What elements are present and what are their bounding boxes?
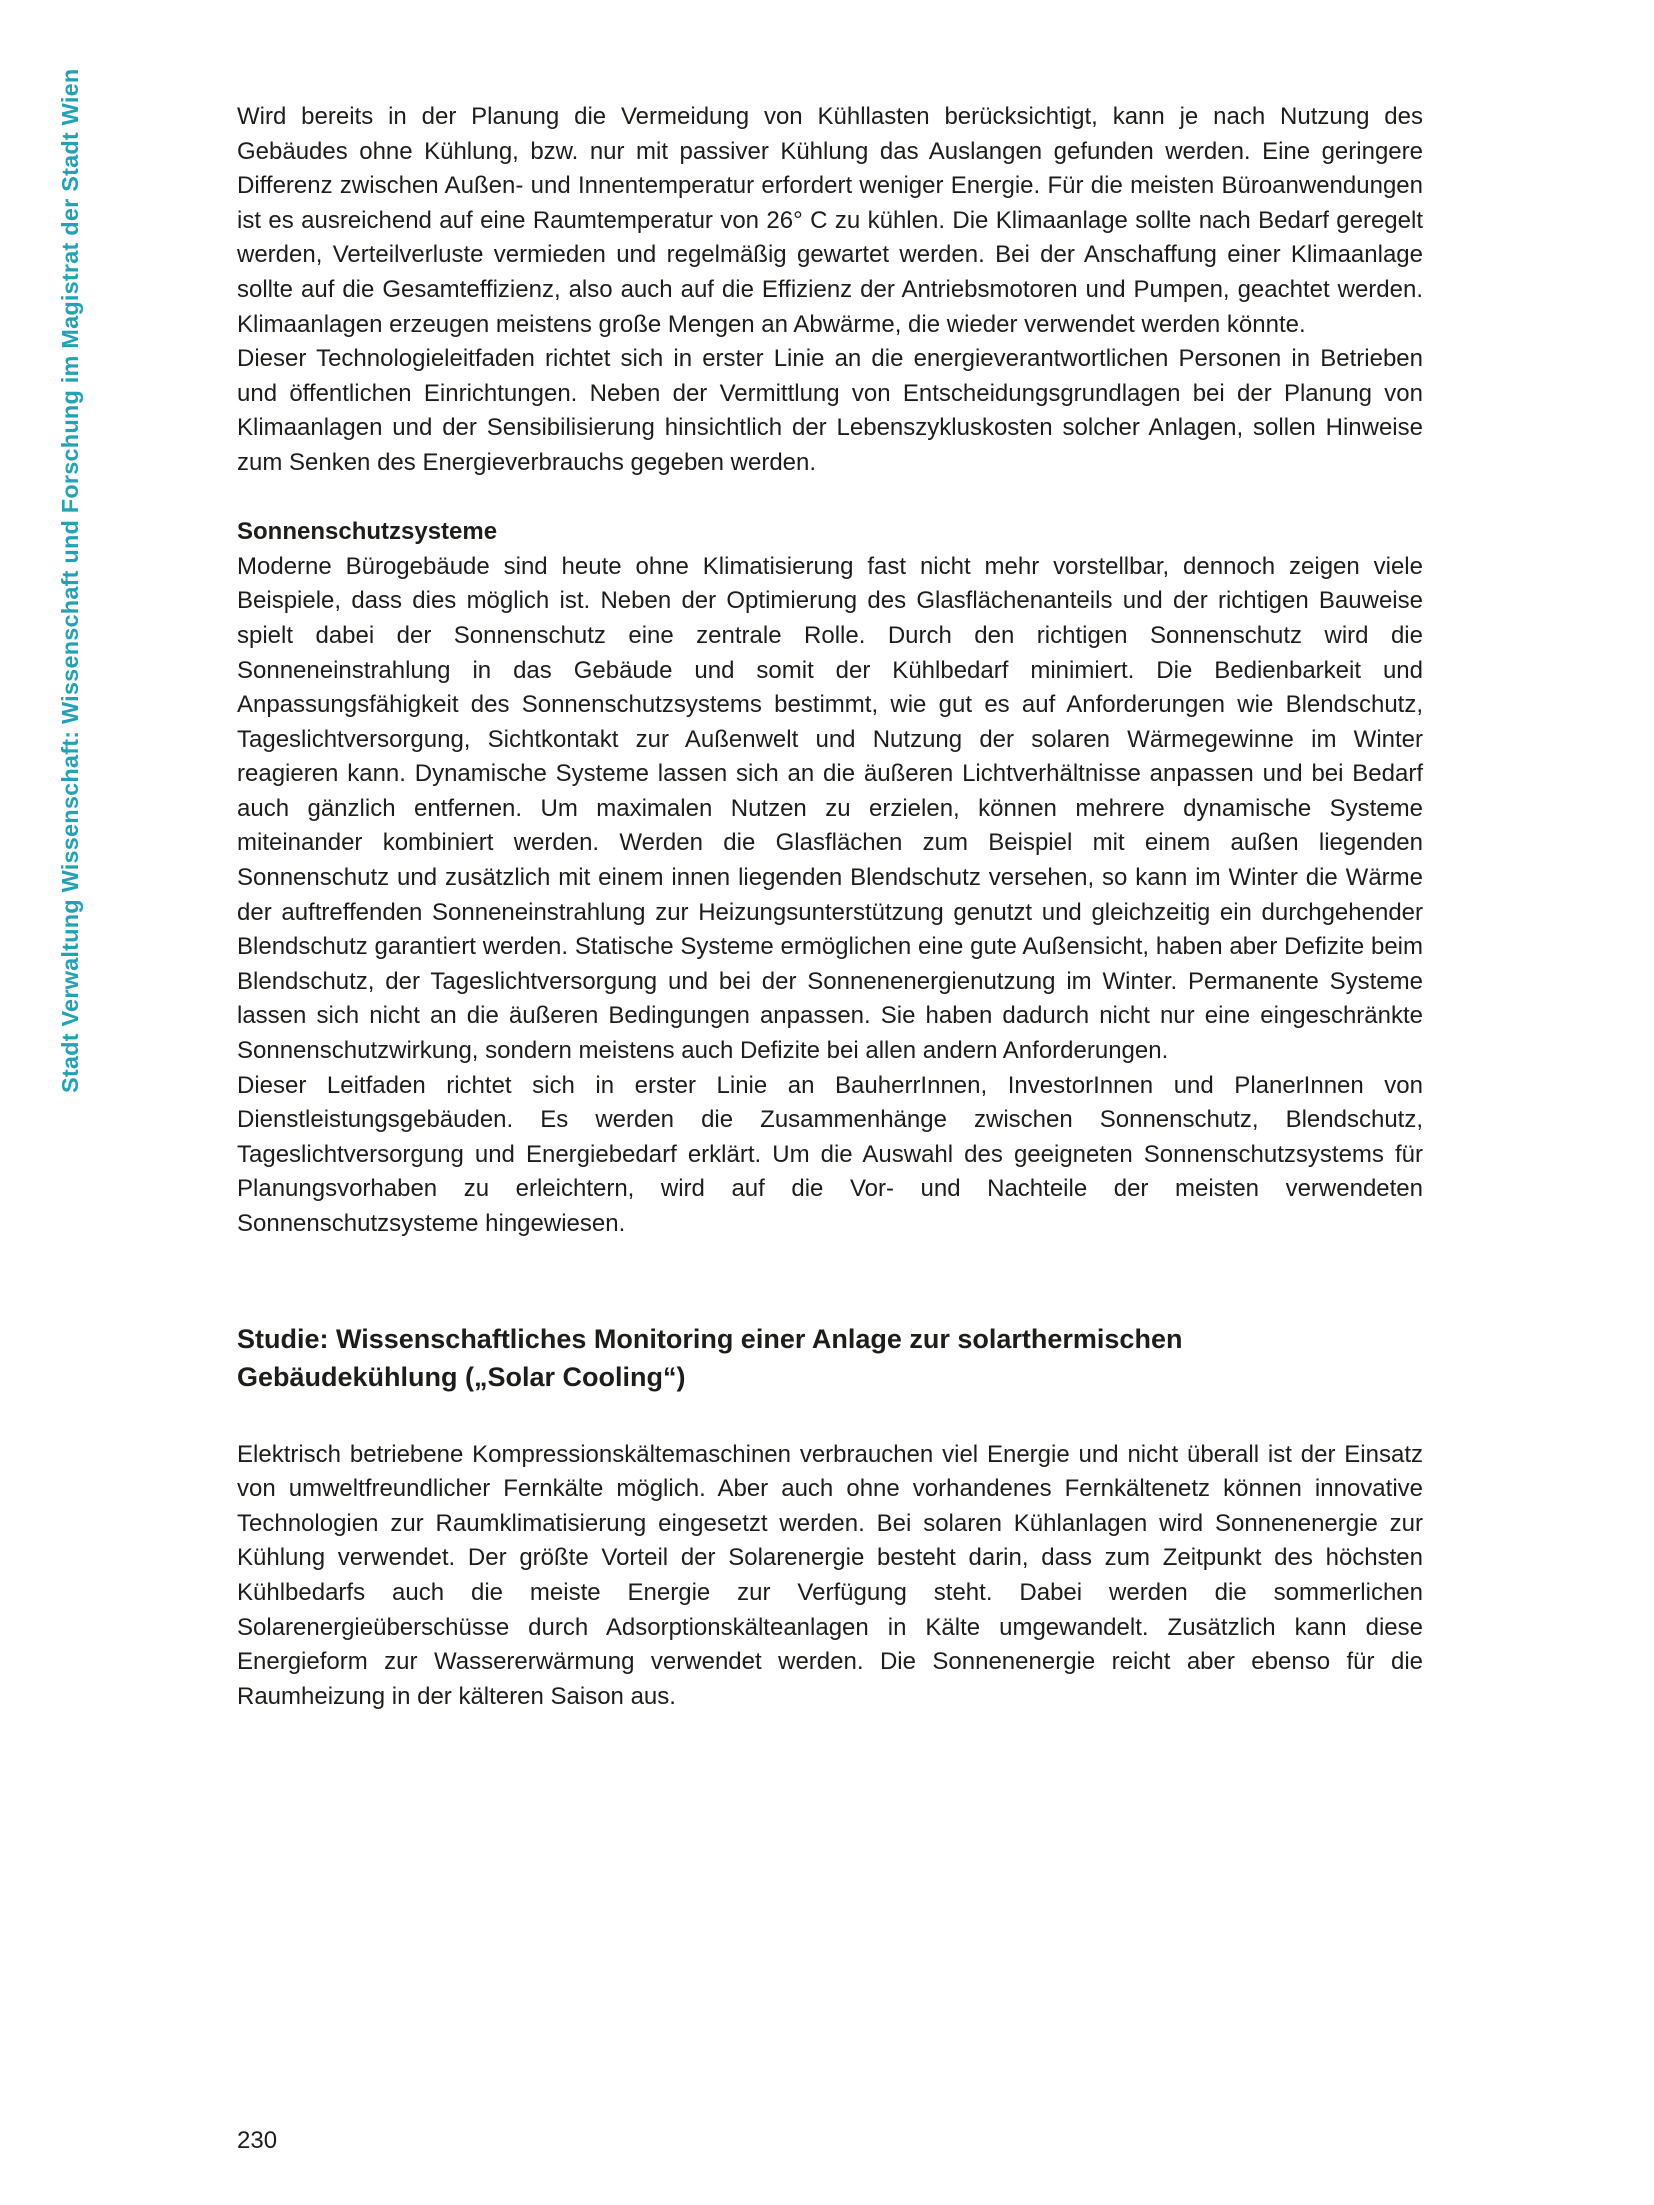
page-number: 230	[237, 2127, 278, 2154]
heading-studie-line2: Gebäudekühlung („Solar Cooling“)	[237, 1361, 686, 1392]
heading-studie-line1: Studie: Wissenschaftliches Monitoring einer Anlage zur solarthermischen	[237, 1323, 1183, 1354]
paragraph-intro-1: Wird bereits in der Planung die Vermeidung von Kühllasten berücksichtigt, kann je nach Nutzung des Gebäudes ohne Kühlung, bzw. nur mit passiver Kühlung das Auslangen gefunden werden. Eine geringere Differenz zwischen Außen- und Innentemperatur erfordert weniger Energie. Für die meisten Büroanwendungen ist es ausreichend auf eine Raumtemperatur von 26° C zu kühlen. Die Klimaanlage sollte nach Bedarf geregelt werden, Verteilverluste vermieden und regelmäßig gewartet werden. Bei der Anschaffung einer Klimaanlage sollte auf die Gesamteffizienz, also auch auf die Effizienz der Antriebsmotoren und Pumpen, geachtet werden. Klimaanlagen erzeugen meistens große Mengen an Abwärme, die wieder verwendet werden könnte.	[237, 103, 1423, 338]
paragraph-studie-1: Elektrisch betriebene Kompressionskältemaschinen verbrauchen viel Energie und nicht überall ist der Einsatz von umweltfreundlicher Fernkälte möglich. Aber auch ohne vorhandenes Fernkältenetz können innovative Technologien zur Raumklimatisierung eingesetzt werden. Bei solaren Kühlanlagen wird Sonnenenergie zur Kühlung verwendet. Der größte Vorteil der Solarenergie besteht darin, dass zum Zeitpunkt des höchsten Kühlbedarfs auch die meiste Energie zur Verfügung steht. Dabei werden die sommerlichen Solarenergieüberschüsse durch Adsorptionskälteanlagen in Kälte umgewandelt. Zusätzlich kann diese Energieform zur Wassererwärmung verwendet werden. Die Sonnenenergie reicht aber ebenso für die Raumheizung in der kälteren Saison aus.	[237, 1440, 1423, 1710]
sidebar-vertical-text: Stadt Verwaltung Wissenschaft: Wissenschaft und Forschung im Magistrat der Stadt Wien	[57, 68, 83, 1093]
heading-sonnenschutzsysteme: Sonnenschutzsysteme	[237, 518, 498, 546]
paragraph-sonnenschutz-1: Moderne Bürogebäude sind heute ohne Klimatisierung fast nicht mehr vorstellbar, dennoch zeigen viele Beispiele, dass dies möglich ist. Neben der Optimierung des Glasflächenanteils und der richtigen Bauweise spielt dabei der Sonnenschutz eine zentrale Rolle. Durch den richtigen Sonnenschutz wird die Sonneneinstrahlung in das Gebäude und somit der Kühlbedarf minimiert. Die Bedienbarkeit und Anpassungsfähigkeit des Sonnenschutzsystems bestimmt, wie gut es auf Anforderungen wie Blendschutz, Tageslichtversorgung, Sichtkontakt zur Außenwelt und Nutzung der solaren Wärmegewinne im Winter reagieren kann. Dynamische Systeme lassen sich an die äußeren Lichtverhältnisse anpassen und bei Bedarf auch gänzlich entfernen. Um maximalen Nutzen zu erzielen, können mehrere dynamische Systeme miteinander kombiniert werden. Werden die Glasflächen zum Beispiel mit einem außen liegenden Sonnenschutz und zusätzlich mit einem innen liegenden Blendschutz versehen, so kann im Winter die Wärme der auftreffenden Sonneneinstrahlung zur Heizungsunterstützung genutzt und gleichzeitig ein durchgehender Blendschutz garantiert werden. Statische Systeme ermöglichen eine gute Außensicht, haben aber Defizite beim Blendschutz, der Tageslichtversorgung und bei der Sonnenenergienutzung im Winter. Permanente Systeme lassen sich nicht an die äußeren Bedingungen anpassen. Sie haben dadurch nicht nur eine eingeschränkte Sonnenschutzwirkung, sondern meistens auch Defizite bei allen andern Anforderungen.	[237, 552, 1423, 1065]
paragraph-sonnenschutz-2: Dieser Leitfaden richtet sich in erster Linie an BauherrInnen, InvestorInnen und PlanerInnen von Dienstleistungsgebäuden. Es werden die Zusammenhänge zwischen Sonnenschutz, Blendschutz, Tageslichtversorgung und Energiebedarf erklärt. Um die Auswahl des geeigneten Sonnenschutzsystems für Planungsvorhaben zu erleichtern, wird auf die Vor- und Nachteile der meisten verwendeten Sonnenschutzsysteme hingewiesen.	[237, 1071, 1423, 1237]
paragraph-intro-2: Dieser Technologieleitfaden richtet sich in erster Linie an die energieverantwortlichen Personen in Betrieben und öffentlichen Einrichtungen. Neben der Vermittlung von Entscheidungsgrundlagen bei der Planung von Klimaanlagen und der Sensibilisierung hinsichtlich der Lebenszykluskosten solcher Anlagen, sollen Hinweise zum Senken des Energieverbrauchs gegeben werden.	[237, 345, 1423, 476]
page-content	[237, 100, 1423, 1714]
heading-studie	[237, 1320, 1423, 1396]
